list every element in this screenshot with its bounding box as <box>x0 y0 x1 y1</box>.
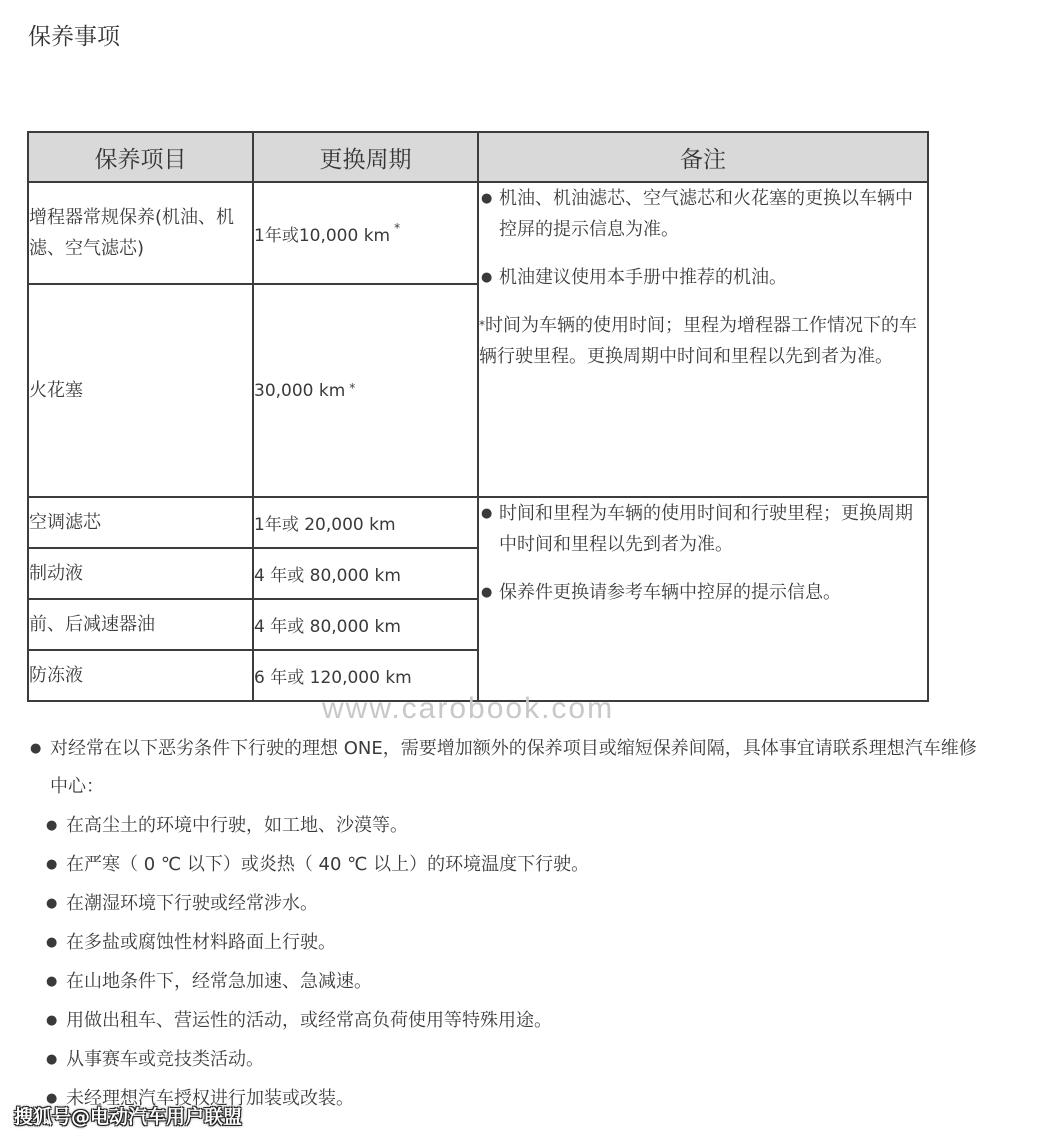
header-notes: 备注 <box>478 132 928 182</box>
bullet-dot-icon: ● <box>481 506 493 521</box>
note-bullet: ● 时间和里程为车辆的使用时间和行驶里程；更换周期中时间和里程以先到者为准。 <box>479 498 927 560</box>
item-cell: 增程器常规保养(机油、机滤、空气滤芯) <box>28 182 253 284</box>
item-cell: 前、后减速器油 <box>28 599 253 650</box>
cycle-cell: 1年或 20,000 km <box>253 497 478 548</box>
list-item: ● 在严寒（ 0 ℃ 以下）或炎热（ 40 ℃ 以上）的环境温度下行驶。 <box>30 845 990 884</box>
bullet-dot-icon: ● <box>46 896 58 911</box>
item-cell: 火花塞 <box>28 284 253 497</box>
header-cycle: 更换周期 <box>253 132 478 182</box>
site-watermark: www.carobook.com <box>322 692 615 725</box>
cycle-cell: 6 年或 120,000 km <box>253 650 478 701</box>
bullet-dot-icon: ● <box>46 974 58 989</box>
advice-intro: ● 对经常在以下恶劣条件下行驶的理想 ONE，需要增加额外的保养项目或缩短保养间隔，具体事宜请联系理想汽车维修中心： <box>30 730 990 806</box>
list-item: ● 从事赛车或竞技类活动。 <box>30 1040 990 1079</box>
note-footnote: *时间为车辆的使用时间；里程为增程器工作情况下的车辆行驶里程。更换周期中时间和里程以先到者为准。 <box>479 315 917 367</box>
bullet-dot-icon: ● <box>46 1013 58 1028</box>
list-item: ● 在山地条件下，经常急加速、急减速。 <box>30 962 990 1001</box>
list-item: ● 在多盐或腐蚀性材料路面上行驶。 <box>30 923 990 962</box>
notes-cell-group2 <box>478 497 928 701</box>
advice-section <box>30 730 990 1118</box>
bullet-dot-icon: ● <box>46 1052 58 1067</box>
table-row <box>28 182 928 284</box>
bullet-dot-icon: ● <box>46 1091 58 1106</box>
note-bullet: ● 机油、机油滤芯、空气滤芯和火花塞的更换以车辆中控屏的提示信息为准。 <box>479 183 927 245</box>
item-cell: 制动液 <box>28 548 253 599</box>
cycle-cell <box>253 182 478 284</box>
cycle-cell <box>253 284 478 497</box>
bullet-dot-icon: ● <box>481 270 493 285</box>
footnote-mark: * <box>394 220 401 235</box>
cycle-cell: 4 年或 80,000 km <box>253 599 478 650</box>
footnote-mark: * <box>479 318 485 332</box>
note-bullet: ● 保养件更换请参考车辆中控屏的提示信息。 <box>479 577 927 608</box>
bullet-dot-icon: ● <box>46 857 58 872</box>
maintenance-table <box>27 131 929 702</box>
item-cell: 防冻液 <box>28 650 253 701</box>
cycle-value: 1年或10,000 km <box>254 225 391 246</box>
list-item: ● 用做出租车、营运性的活动，或经常高负荷使用等特殊用途。 <box>30 1001 990 1040</box>
list-item: ● 在潮湿环境下行驶或经常涉水。 <box>30 884 990 923</box>
notes-cell-group1 <box>478 182 928 497</box>
footnote-mark: * <box>349 380 356 395</box>
cycle-cell: 4 年或 80,000 km <box>253 548 478 599</box>
note-bullet: ● 机油建议使用本手册中推荐的机油。 <box>479 262 927 293</box>
table-header-row <box>28 132 928 182</box>
bullet-dot-icon: ● <box>30 741 42 756</box>
table-row <box>28 497 928 548</box>
list-item: ● 在高尘土的环境中行驶，如工地、沙漠等。 <box>30 806 990 845</box>
item-cell: 空调滤芯 <box>28 497 253 548</box>
header-item: 保养项目 <box>28 132 253 182</box>
list-item: ● 未经理想汽车授权进行加装或改装。 <box>30 1079 990 1118</box>
bullet-dot-icon: ● <box>46 935 58 950</box>
bullet-dot-icon: ● <box>46 818 58 833</box>
conditions-list <box>30 806 990 1118</box>
footer-watermark: 搜狐号@电动汽车用户联盟 <box>14 1106 243 1128</box>
page-title: 保养事项 <box>28 24 120 50</box>
cycle-value: 30,000 km <box>254 380 346 401</box>
bullet-dot-icon: ● <box>481 191 493 206</box>
bullet-dot-icon: ● <box>481 585 493 600</box>
